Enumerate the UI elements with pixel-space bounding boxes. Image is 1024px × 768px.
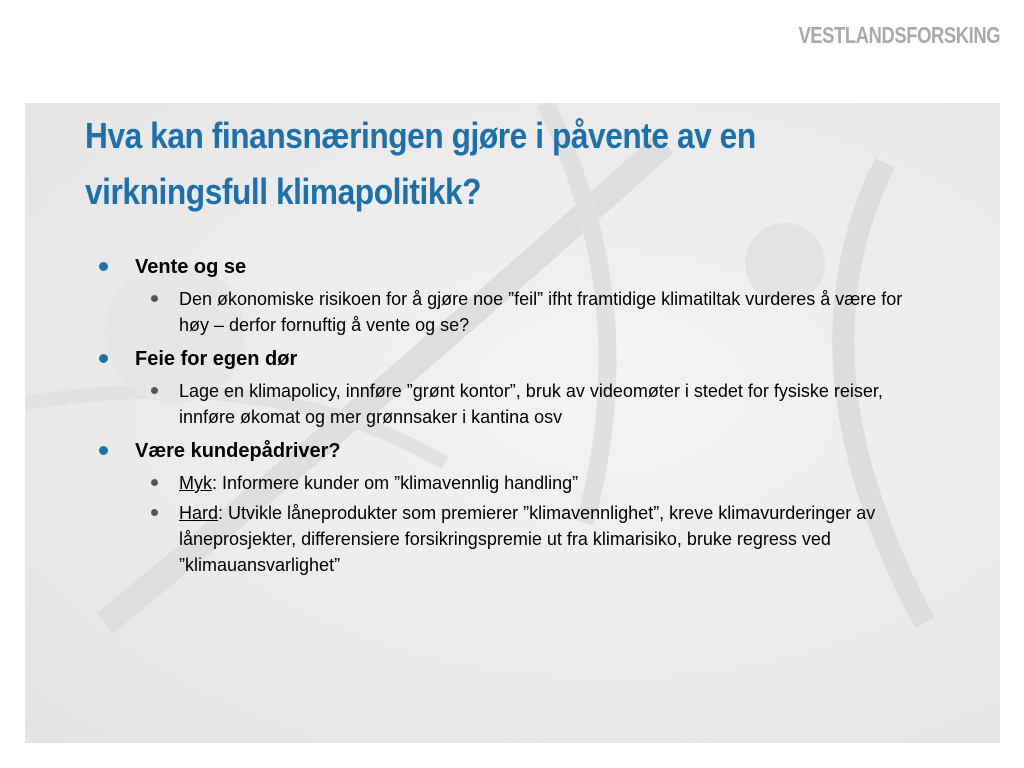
sub-bullet-text: : Utvikle låneprodukter som premierer ”klimavennlighet”, kreve klimavurderinger av låneprosjekter, differensiere forsikringspremie ut fra klimarisiko, bruke regress ved ”klimauansvarlighet”	[179, 503, 876, 575]
sub-bullet-myk	[97, 470, 927, 496]
sub-bullet-text: : Informere kunder om ”klimavennlig handling”	[212, 473, 579, 493]
sub-bullet	[97, 286, 927, 338]
sub-bullet-dot-icon	[151, 479, 158, 486]
bullet-heading: Vente og se	[135, 256, 247, 278]
bullet-vaere-kundepadriver	[97, 436, 927, 466]
sub-bullet-lead: Myk	[179, 473, 212, 493]
sub-bullet-dot-icon	[151, 509, 158, 516]
slide-title-line-2: virkningsfull klimapolitikk?	[85, 171, 482, 212]
slide-title	[85, 108, 877, 220]
sub-bullet-lead: Hard	[179, 503, 219, 523]
sub-bullet-text: Den økonomiske risikoen for å gjøre noe ”feil” ifht framtidige klimatiltak vurderes å være for høy – derfor fornuftig å vente og se?	[179, 289, 903, 335]
bullet-heading: Feie for egen dør	[135, 348, 298, 370]
sub-bullet-hard	[97, 500, 927, 578]
bullet-vente-og-se	[97, 252, 927, 282]
vestlandsforsking-logo: VESTLANDSFORSKING	[798, 22, 1000, 48]
sub-bullet	[97, 378, 927, 430]
sub-bullet-dot-icon	[151, 387, 158, 394]
bullet-list	[97, 246, 927, 578]
sub-bullet-text: Lage en klimapolicy, innføre ”grønt kontor”, bruk av videomøter i stedet for fysiske reiser, innføre økomat og mer grønnsaker i kantina osv	[179, 381, 883, 427]
bullet-dot-icon	[99, 354, 108, 363]
bullet-dot-icon	[99, 446, 108, 455]
slide-title-line-1: Hva kan finansnæringen gjøre i påvente av en	[85, 115, 756, 156]
bullet-heading: Være kundepådriver?	[135, 440, 341, 462]
sub-bullet-dot-icon	[151, 295, 158, 302]
bullet-feie-for-egen-dor	[97, 344, 927, 374]
bullet-dot-icon	[99, 262, 108, 271]
